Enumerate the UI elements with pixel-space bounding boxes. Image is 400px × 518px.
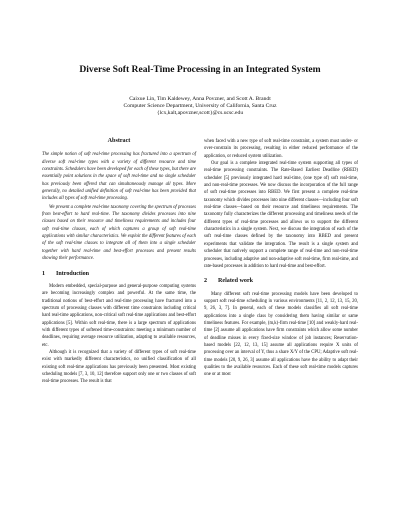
paper-title: Diverse Soft Real-Time Processing in an Integrated System [79,64,321,75]
intro-paragraph-2: Although it is recognized that a variety of different types of soft real-time exist with markedly different characteristics, no unified classification of all existing soft real-time applications has previously been presented. Most existing scheduling models [7, 3, 10, 12] therefore support only one or two classes of soft real-time processes. The result is that [42,349,196,385]
related-work-heading [204,278,358,285]
related-paragraph-1: Many different soft real-time processing models have been developed to support soft real-time scheduling in various environments [11, 2, 12, 13, 15, 20, 9, 26, 3, 7]. In general, each of these models classifies all soft real-time applications into a single class by considering them having similar or same timeliness features. For example, (m,k)-firm real-time [10] and weakly-hard real-time [2] assume all applications have firm constraints which allow some number of deadline misses in every fixed-size window of job instances; Reservation-based models [22, 12, 13, 15] assume all applications require X units of processing over an interval of Y, thus a share X/Y of the CPU; Adaptive soft real-time models [20, 9, 26, 3] assume all applications have the ability to adapt their qualities to the available resources. Each of these soft real-time models captures one or at most [204,291,358,378]
intro-section-title: Introduction [56,270,90,277]
related-section-number: 2 [204,278,208,285]
author-email: {lcx,kalt,apovzner,scott}@cs.ucsc.edu [156,110,244,117]
intro-section-number: 1 [42,270,46,277]
abstract-section [42,138,196,263]
intro-heading [42,271,196,278]
abstract-heading: Abstract [107,138,131,144]
right-column [204,138,358,379]
intro-body [42,283,196,386]
author-block [0,96,400,118]
abstract-paragraph-2: We present a complete real-time taxonomy covering the spectrum of processes from best-effort to hard real-time. The taxonomy divides processes into nine classes based on their resource and timeliness requirements and includes four soft real-time classes, each of which captures a group of soft real-time applications with similar characteristics. We exploit the different features of each of the soft real-time classes to integrate all of them into a single scheduler together with hard real-time and best-effort processes and present results showing their performance. [42,204,196,262]
left-column [42,138,196,386]
related-section-title: Related work [218,278,254,285]
intro-paragraph-1: Modern embedded, special-purpose and general-purpose computing systems are becoming increasingly complex and powerful. At the same time, the traditional notions of best-effort and real-time processing have fractured into a spectrum of processing classes with different time constraints including critical hard real-time applications, non-critical soft real-time applications and best-effort applications [5]. Within soft real-time, there is a large spectrum of applications with different types of softened time-constraints: meeting a minimum number of deadlines, requiring average resource utilization, adapting to available resources, etc. [42,283,196,348]
author-names: Caixue Lin, Tim Kaldewey, Anna Povzner, and Scott A. Brandt [129,96,271,102]
author-affiliation: Computer Science Department, University of California, Santa Cruz [123,103,277,110]
abstract-paragraph-1: The simple notion of soft real-time processing has fractured into a spectrum of diverse soft real-time types with a variety of different resource and time constraints. Schedulers have been developed for each of these types, but there are essentially point solutions in the space of soft real-time and no single scheduler has previously been offered that can simultaneously manage all types. More generally, no detailed unified definition of soft real-time has been provided that includes all types of soft real-time processing. [42,152,196,202]
intro-paragraph-4: Our goal is a complete integrated real-time system supporting all types of real-time processing constraints. The Rate-Based Earliest Deadline (RBED) scheduler [5] previously integrated hard real-time, (one type of) soft real-time, and non-real-time processes. We now discuss the incorporation of the full range of soft real-time processes into RBED. We first present a complete real-time taxonomy which divides processes into nine different classes—including four soft real-time classes—based on their resource and timeliness requirements. The taxonomy fully characterizes the different processing and timeliness needs of the different types of real-time processes and allows us to support the different characteristics in a single system. Next, we discuss the integration of each of the soft real-time classes defined by the taxonomy into RBED and present experiments that validate the integration. The result is a single system and scheduler that natively support a complete range of real-time and non-real-time processes, including adaptive and non-adaptive soft real-time, firm real-time, and rate-based processes in addition to hard real-time and best-effort. [204,161,358,269]
intro-paragraph-3: when faced with a new type of soft real-time constraint, a system must under- or over-constrain its processing, resulting in either reduced performance of the application, or reduced system utilization. [204,139,358,159]
